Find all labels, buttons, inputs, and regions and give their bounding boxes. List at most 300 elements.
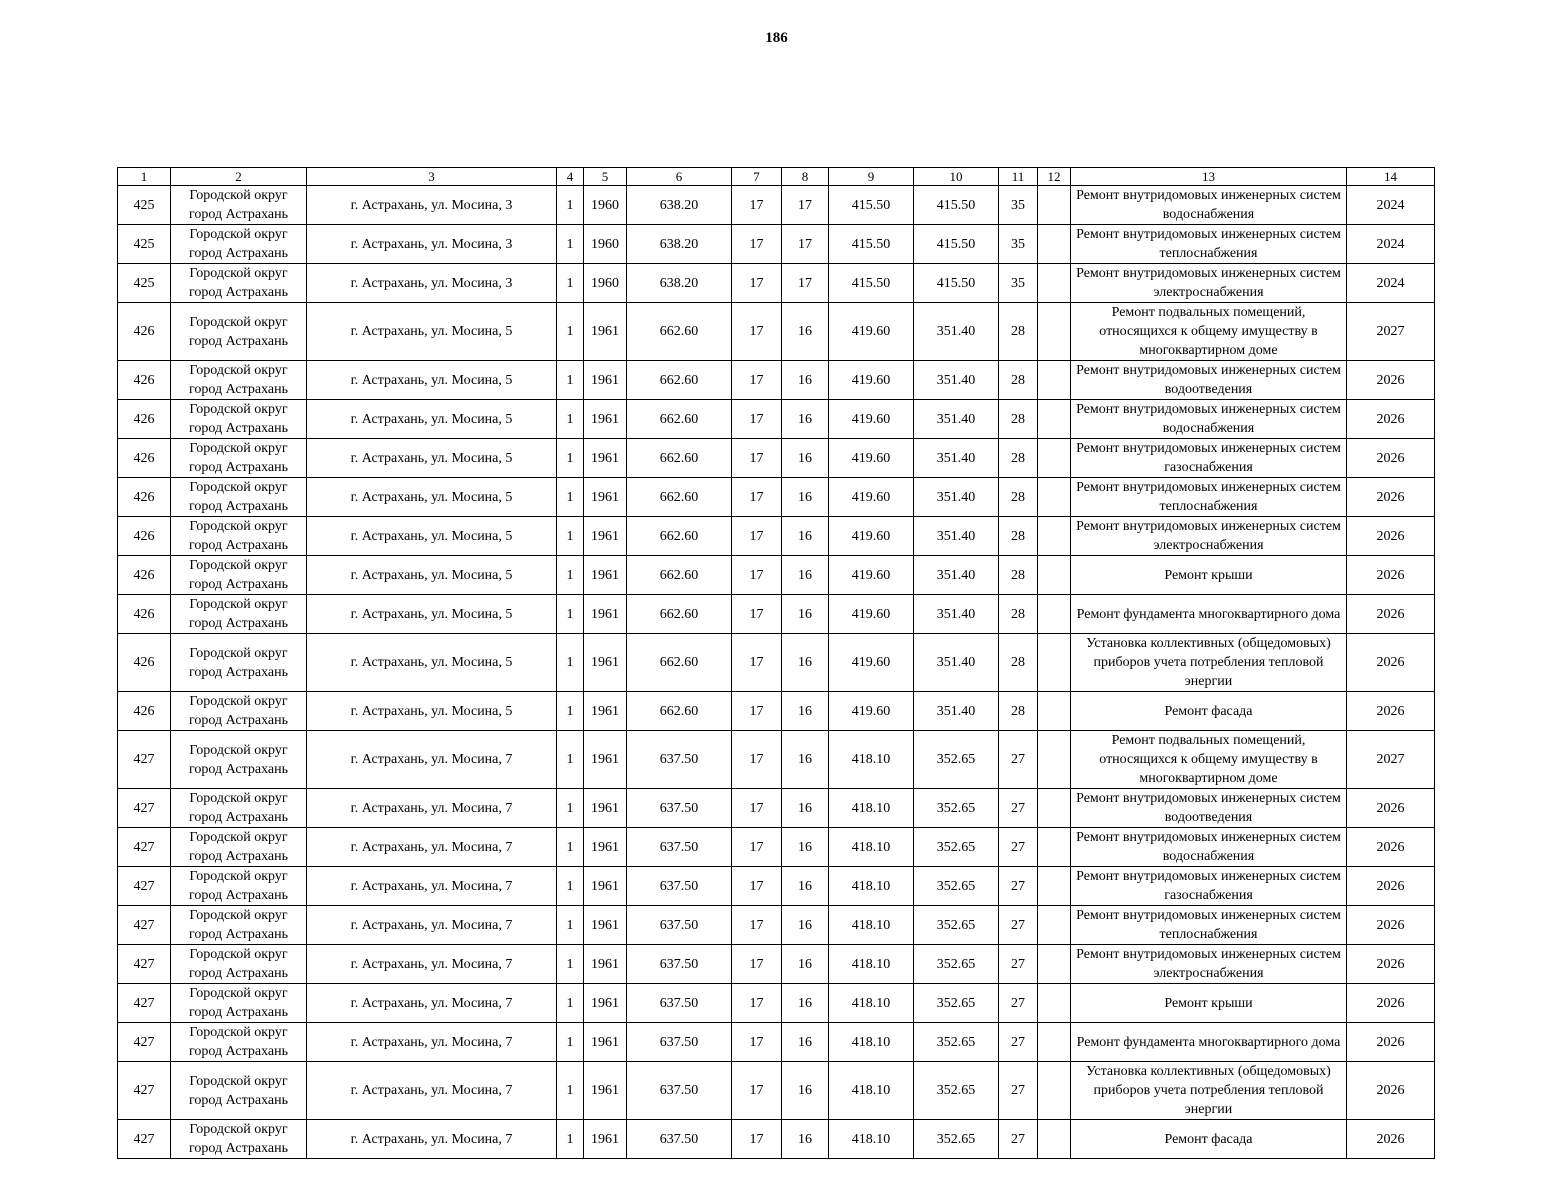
col-11-cell: 28 bbox=[999, 400, 1038, 439]
col-7-cell: 17 bbox=[732, 400, 782, 439]
table-row bbox=[118, 303, 1435, 361]
year-built-cell: 1961 bbox=[584, 1062, 627, 1120]
year-built-cell: 1961 bbox=[584, 867, 627, 906]
table-row bbox=[118, 634, 1435, 692]
municipality-cell: Городской округ город Астрахань bbox=[171, 692, 307, 731]
address-cell: г. Астрахань, ул. Мосина, 5 bbox=[307, 400, 557, 439]
col-10-cell: 351.40 bbox=[914, 634, 999, 692]
total-area-cell: 662.60 bbox=[627, 478, 732, 517]
col-9-cell: 419.60 bbox=[829, 595, 914, 634]
year-built-cell: 1960 bbox=[584, 186, 627, 225]
address-cell: г. Астрахань, ул. Мосина, 5 bbox=[307, 692, 557, 731]
column-header: 11 bbox=[999, 168, 1038, 186]
column-header: 5 bbox=[584, 168, 627, 186]
col-7-cell: 17 bbox=[732, 1120, 782, 1159]
col-10-cell: 352.65 bbox=[914, 945, 999, 984]
table-row bbox=[118, 595, 1435, 634]
row-number-cell: 426 bbox=[118, 439, 171, 478]
year-built-cell: 1961 bbox=[584, 789, 627, 828]
column-header: 1 bbox=[118, 168, 171, 186]
col-9-cell: 419.60 bbox=[829, 517, 914, 556]
col-10-cell: 352.65 bbox=[914, 828, 999, 867]
col-7-cell: 17 bbox=[732, 303, 782, 361]
col-10-cell: 415.50 bbox=[914, 186, 999, 225]
col-11-cell: 28 bbox=[999, 439, 1038, 478]
municipality-cell: Городской округ город Астрахань bbox=[171, 361, 307, 400]
planned-year-cell: 2026 bbox=[1347, 517, 1435, 556]
col-4-cell: 1 bbox=[557, 692, 584, 731]
col-10-cell: 415.50 bbox=[914, 225, 999, 264]
municipality-cell: Городской округ город Астрахань bbox=[171, 264, 307, 303]
col-8-cell: 16 bbox=[782, 789, 829, 828]
col-4-cell: 1 bbox=[557, 828, 584, 867]
work-type-cell: Установка коллективных (общедомовых) приборов учета потребления тепловой энергии bbox=[1071, 1062, 1347, 1120]
col-9-cell: 419.60 bbox=[829, 439, 914, 478]
planned-year-cell: 2026 bbox=[1347, 906, 1435, 945]
work-type-cell: Ремонт внутридомовых инженерных систем водоснабжения bbox=[1071, 400, 1347, 439]
planned-year-cell: 2027 bbox=[1347, 303, 1435, 361]
address-cell: г. Астрахань, ул. Мосина, 7 bbox=[307, 1120, 557, 1159]
col-8-cell: 16 bbox=[782, 556, 829, 595]
col-4-cell: 1 bbox=[557, 556, 584, 595]
work-type-cell: Ремонт крыши bbox=[1071, 984, 1347, 1023]
total-area-cell: 662.60 bbox=[627, 517, 732, 556]
col-7-cell: 17 bbox=[732, 1023, 782, 1062]
col-7-cell: 17 bbox=[732, 906, 782, 945]
column-header: 2 bbox=[171, 168, 307, 186]
total-area-cell: 638.20 bbox=[627, 264, 732, 303]
col-10-cell: 352.65 bbox=[914, 789, 999, 828]
col-11-cell: 28 bbox=[999, 692, 1038, 731]
col-4-cell: 1 bbox=[557, 945, 584, 984]
row-number-cell: 427 bbox=[118, 731, 171, 789]
col-12-cell bbox=[1038, 828, 1071, 867]
col-8-cell: 17 bbox=[782, 186, 829, 225]
planned-year-cell: 2026 bbox=[1347, 595, 1435, 634]
col-10-cell: 351.40 bbox=[914, 478, 999, 517]
work-type-cell: Ремонт фасада bbox=[1071, 692, 1347, 731]
table-row bbox=[118, 867, 1435, 906]
work-type-cell: Ремонт внутридомовых инженерных систем водоснабжения bbox=[1071, 828, 1347, 867]
col-11-cell: 28 bbox=[999, 634, 1038, 692]
row-number-cell: 426 bbox=[118, 478, 171, 517]
col-12-cell bbox=[1038, 789, 1071, 828]
col-9-cell: 419.60 bbox=[829, 478, 914, 517]
planned-year-cell: 2026 bbox=[1347, 478, 1435, 517]
total-area-cell: 637.50 bbox=[627, 828, 732, 867]
year-built-cell: 1961 bbox=[584, 1023, 627, 1062]
col-12-cell bbox=[1038, 634, 1071, 692]
table-row bbox=[118, 945, 1435, 984]
col-11-cell: 27 bbox=[999, 906, 1038, 945]
col-11-cell: 27 bbox=[999, 1062, 1038, 1120]
col-7-cell: 17 bbox=[732, 1062, 782, 1120]
table-body bbox=[118, 186, 1435, 1159]
work-type-cell: Ремонт внутридомовых инженерных систем теплоснабжения bbox=[1071, 478, 1347, 517]
row-number-cell: 427 bbox=[118, 1062, 171, 1120]
municipality-cell: Городской округ город Астрахань bbox=[171, 478, 307, 517]
planned-year-cell: 2026 bbox=[1347, 400, 1435, 439]
planned-year-cell: 2026 bbox=[1347, 945, 1435, 984]
row-number-cell: 425 bbox=[118, 186, 171, 225]
table-row bbox=[118, 186, 1435, 225]
col-8-cell: 16 bbox=[782, 1062, 829, 1120]
col-7-cell: 17 bbox=[732, 225, 782, 264]
col-8-cell: 16 bbox=[782, 400, 829, 439]
col-12-cell bbox=[1038, 1062, 1071, 1120]
col-4-cell: 1 bbox=[557, 264, 584, 303]
col-12-cell bbox=[1038, 984, 1071, 1023]
address-cell: г. Астрахань, ул. Мосина, 7 bbox=[307, 1062, 557, 1120]
municipality-cell: Городской округ город Астрахань bbox=[171, 906, 307, 945]
col-9-cell: 418.10 bbox=[829, 731, 914, 789]
work-type-cell: Ремонт внутридомовых инженерных систем теплоснабжения bbox=[1071, 225, 1347, 264]
planned-year-cell: 2027 bbox=[1347, 731, 1435, 789]
col-8-cell: 16 bbox=[782, 906, 829, 945]
col-4-cell: 1 bbox=[557, 186, 584, 225]
col-12-cell bbox=[1038, 264, 1071, 303]
column-header: 4 bbox=[557, 168, 584, 186]
col-10-cell: 351.40 bbox=[914, 439, 999, 478]
total-area-cell: 662.60 bbox=[627, 556, 732, 595]
col-10-cell: 351.40 bbox=[914, 303, 999, 361]
col-9-cell: 418.10 bbox=[829, 828, 914, 867]
row-number-cell: 427 bbox=[118, 867, 171, 906]
row-number-cell: 427 bbox=[118, 1023, 171, 1062]
table-row bbox=[118, 225, 1435, 264]
col-10-cell: 415.50 bbox=[914, 264, 999, 303]
col-4-cell: 1 bbox=[557, 1023, 584, 1062]
address-cell: г. Астрахань, ул. Мосина, 7 bbox=[307, 945, 557, 984]
col-4-cell: 1 bbox=[557, 634, 584, 692]
col-8-cell: 16 bbox=[782, 692, 829, 731]
planned-year-cell: 2024 bbox=[1347, 225, 1435, 264]
col-11-cell: 27 bbox=[999, 731, 1038, 789]
table-row bbox=[118, 556, 1435, 595]
col-12-cell bbox=[1038, 595, 1071, 634]
table-row bbox=[118, 264, 1435, 303]
municipality-cell: Городской округ город Астрахань bbox=[171, 400, 307, 439]
table-row bbox=[118, 789, 1435, 828]
col-12-cell bbox=[1038, 400, 1071, 439]
work-type-cell: Ремонт внутридомовых инженерных систем газоснабжения bbox=[1071, 439, 1347, 478]
address-cell: г. Астрахань, ул. Мосина, 5 bbox=[307, 634, 557, 692]
col-8-cell: 16 bbox=[782, 867, 829, 906]
col-10-cell: 352.65 bbox=[914, 1120, 999, 1159]
col-11-cell: 27 bbox=[999, 1120, 1038, 1159]
col-9-cell: 418.10 bbox=[829, 867, 914, 906]
col-4-cell: 1 bbox=[557, 595, 584, 634]
col-10-cell: 351.40 bbox=[914, 361, 999, 400]
col-10-cell: 351.40 bbox=[914, 400, 999, 439]
total-area-cell: 637.50 bbox=[627, 906, 732, 945]
col-12-cell bbox=[1038, 1023, 1071, 1062]
table-row bbox=[118, 1062, 1435, 1120]
row-number-cell: 427 bbox=[118, 906, 171, 945]
column-header: 12 bbox=[1038, 168, 1071, 186]
address-cell: г. Астрахань, ул. Мосина, 7 bbox=[307, 906, 557, 945]
address-cell: г. Астрахань, ул. Мосина, 7 bbox=[307, 867, 557, 906]
col-10-cell: 352.65 bbox=[914, 867, 999, 906]
col-12-cell bbox=[1038, 556, 1071, 595]
col-4-cell: 1 bbox=[557, 517, 584, 556]
col-12-cell bbox=[1038, 692, 1071, 731]
data-table bbox=[117, 167, 1435, 1159]
col-10-cell: 352.65 bbox=[914, 1062, 999, 1120]
municipality-cell: Городской округ город Астрахань bbox=[171, 731, 307, 789]
column-header: 6 bbox=[627, 168, 732, 186]
total-area-cell: 637.50 bbox=[627, 867, 732, 906]
col-9-cell: 418.10 bbox=[829, 906, 914, 945]
col-7-cell: 17 bbox=[732, 264, 782, 303]
total-area-cell: 637.50 bbox=[627, 731, 732, 789]
column-header: 10 bbox=[914, 168, 999, 186]
col-9-cell: 418.10 bbox=[829, 789, 914, 828]
municipality-cell: Городской округ город Астрахань bbox=[171, 1062, 307, 1120]
total-area-cell: 662.60 bbox=[627, 595, 732, 634]
work-type-cell: Установка коллективных (общедомовых) приборов учета потребления тепловой энергии bbox=[1071, 634, 1347, 692]
total-area-cell: 637.50 bbox=[627, 1062, 732, 1120]
col-11-cell: 27 bbox=[999, 945, 1038, 984]
col-8-cell: 16 bbox=[782, 1120, 829, 1159]
col-9-cell: 418.10 bbox=[829, 1120, 914, 1159]
municipality-cell: Городской округ город Астрахань bbox=[171, 225, 307, 264]
table-row bbox=[118, 692, 1435, 731]
year-built-cell: 1961 bbox=[584, 478, 627, 517]
municipality-cell: Городской округ город Астрахань bbox=[171, 517, 307, 556]
year-built-cell: 1961 bbox=[584, 517, 627, 556]
col-9-cell: 419.60 bbox=[829, 634, 914, 692]
col-8-cell: 17 bbox=[782, 264, 829, 303]
col-11-cell: 35 bbox=[999, 264, 1038, 303]
col-9-cell: 418.10 bbox=[829, 945, 914, 984]
col-12-cell bbox=[1038, 439, 1071, 478]
work-type-cell: Ремонт внутридомовых инженерных систем теплоснабжения bbox=[1071, 906, 1347, 945]
address-cell: г. Астрахань, ул. Мосина, 7 bbox=[307, 789, 557, 828]
col-12-cell bbox=[1038, 361, 1071, 400]
year-built-cell: 1961 bbox=[584, 303, 627, 361]
col-4-cell: 1 bbox=[557, 303, 584, 361]
col-12-cell bbox=[1038, 478, 1071, 517]
table-row bbox=[118, 439, 1435, 478]
col-12-cell bbox=[1038, 906, 1071, 945]
total-area-cell: 637.50 bbox=[627, 945, 732, 984]
col-9-cell: 418.10 bbox=[829, 1023, 914, 1062]
planned-year-cell: 2026 bbox=[1347, 361, 1435, 400]
address-cell: г. Астрахань, ул. Мосина, 7 bbox=[307, 731, 557, 789]
col-11-cell: 28 bbox=[999, 361, 1038, 400]
col-10-cell: 351.40 bbox=[914, 556, 999, 595]
col-12-cell bbox=[1038, 303, 1071, 361]
col-8-cell: 16 bbox=[782, 361, 829, 400]
col-10-cell: 352.65 bbox=[914, 731, 999, 789]
municipality-cell: Городской округ город Астрахань bbox=[171, 867, 307, 906]
col-9-cell: 419.60 bbox=[829, 400, 914, 439]
address-cell: г. Астрахань, ул. Мосина, 7 bbox=[307, 1023, 557, 1062]
col-11-cell: 28 bbox=[999, 556, 1038, 595]
col-8-cell: 16 bbox=[782, 303, 829, 361]
col-12-cell bbox=[1038, 225, 1071, 264]
row-number-cell: 427 bbox=[118, 828, 171, 867]
row-number-cell: 425 bbox=[118, 264, 171, 303]
col-10-cell: 351.40 bbox=[914, 517, 999, 556]
address-cell: г. Астрахань, ул. Мосина, 3 bbox=[307, 225, 557, 264]
column-header: 8 bbox=[782, 168, 829, 186]
col-9-cell: 419.60 bbox=[829, 692, 914, 731]
table-row bbox=[118, 1120, 1435, 1159]
planned-year-cell: 2026 bbox=[1347, 867, 1435, 906]
year-built-cell: 1961 bbox=[584, 361, 627, 400]
col-7-cell: 17 bbox=[732, 828, 782, 867]
col-4-cell: 1 bbox=[557, 439, 584, 478]
municipality-cell: Городской округ город Астрахань bbox=[171, 1120, 307, 1159]
col-7-cell: 17 bbox=[732, 789, 782, 828]
work-type-cell: Ремонт внутридомовых инженерных систем электроснабжения bbox=[1071, 264, 1347, 303]
work-type-cell: Ремонт внутридомовых инженерных систем электроснабжения bbox=[1071, 945, 1347, 984]
total-area-cell: 637.50 bbox=[627, 984, 732, 1023]
total-area-cell: 662.60 bbox=[627, 400, 732, 439]
year-built-cell: 1961 bbox=[584, 906, 627, 945]
planned-year-cell: 2026 bbox=[1347, 1120, 1435, 1159]
col-4-cell: 1 bbox=[557, 984, 584, 1023]
row-number-cell: 427 bbox=[118, 984, 171, 1023]
address-cell: г. Астрахань, ул. Мосина, 5 bbox=[307, 556, 557, 595]
total-area-cell: 662.60 bbox=[627, 439, 732, 478]
year-built-cell: 1961 bbox=[584, 634, 627, 692]
col-4-cell: 1 bbox=[557, 1120, 584, 1159]
work-type-cell: Ремонт подвальных помещений, относящихся к общему имуществу в многоквартирном доме bbox=[1071, 731, 1347, 789]
year-built-cell: 1961 bbox=[584, 731, 627, 789]
col-4-cell: 1 bbox=[557, 225, 584, 264]
total-area-cell: 637.50 bbox=[627, 1023, 732, 1062]
col-11-cell: 28 bbox=[999, 595, 1038, 634]
total-area-cell: 638.20 bbox=[627, 186, 732, 225]
row-number-cell: 426 bbox=[118, 361, 171, 400]
address-cell: г. Астрахань, ул. Мосина, 5 bbox=[307, 361, 557, 400]
col-8-cell: 16 bbox=[782, 945, 829, 984]
col-8-cell: 17 bbox=[782, 225, 829, 264]
year-built-cell: 1961 bbox=[584, 945, 627, 984]
table-row bbox=[118, 478, 1435, 517]
col-7-cell: 17 bbox=[732, 517, 782, 556]
col-11-cell: 27 bbox=[999, 867, 1038, 906]
col-7-cell: 17 bbox=[732, 361, 782, 400]
table-row bbox=[118, 984, 1435, 1023]
planned-year-cell: 2026 bbox=[1347, 984, 1435, 1023]
col-8-cell: 16 bbox=[782, 984, 829, 1023]
table-row bbox=[118, 731, 1435, 789]
col-9-cell: 418.10 bbox=[829, 1062, 914, 1120]
column-header: 9 bbox=[829, 168, 914, 186]
col-12-cell bbox=[1038, 186, 1071, 225]
col-8-cell: 16 bbox=[782, 731, 829, 789]
page-number: 186 bbox=[765, 30, 788, 46]
address-cell: г. Астрахань, ул. Мосина, 3 bbox=[307, 264, 557, 303]
col-11-cell: 28 bbox=[999, 303, 1038, 361]
col-4-cell: 1 bbox=[557, 478, 584, 517]
total-area-cell: 637.50 bbox=[627, 789, 732, 828]
total-area-cell: 662.60 bbox=[627, 361, 732, 400]
col-12-cell bbox=[1038, 945, 1071, 984]
row-number-cell: 426 bbox=[118, 556, 171, 595]
row-number-cell: 427 bbox=[118, 1120, 171, 1159]
work-type-cell: Ремонт внутридомовых инженерных систем газоснабжения bbox=[1071, 867, 1347, 906]
municipality-cell: Городской округ город Астрахань bbox=[171, 828, 307, 867]
municipality-cell: Городской округ город Астрахань bbox=[171, 984, 307, 1023]
municipality-cell: Городской округ город Астрахань bbox=[171, 595, 307, 634]
col-7-cell: 17 bbox=[732, 595, 782, 634]
row-number-cell: 426 bbox=[118, 595, 171, 634]
planned-year-cell: 2024 bbox=[1347, 186, 1435, 225]
col-10-cell: 351.40 bbox=[914, 692, 999, 731]
year-built-cell: 1961 bbox=[584, 828, 627, 867]
planned-year-cell: 2026 bbox=[1347, 1062, 1435, 1120]
year-built-cell: 1961 bbox=[584, 595, 627, 634]
municipality-cell: Городской округ город Астрахань bbox=[171, 945, 307, 984]
total-area-cell: 662.60 bbox=[627, 634, 732, 692]
column-header: 13 bbox=[1071, 168, 1347, 186]
year-built-cell: 1960 bbox=[584, 264, 627, 303]
year-built-cell: 1960 bbox=[584, 225, 627, 264]
col-4-cell: 1 bbox=[557, 731, 584, 789]
col-10-cell: 351.40 bbox=[914, 595, 999, 634]
col-7-cell: 17 bbox=[732, 692, 782, 731]
col-7-cell: 17 bbox=[732, 867, 782, 906]
municipality-cell: Городской округ город Астрахань bbox=[171, 556, 307, 595]
col-7-cell: 17 bbox=[732, 634, 782, 692]
col-8-cell: 16 bbox=[782, 828, 829, 867]
planned-year-cell: 2026 bbox=[1347, 439, 1435, 478]
col-4-cell: 1 bbox=[557, 789, 584, 828]
address-cell: г. Астрахань, ул. Мосина, 3 bbox=[307, 186, 557, 225]
address-cell: г. Астрахань, ул. Мосина, 5 bbox=[307, 517, 557, 556]
row-number-cell: 426 bbox=[118, 634, 171, 692]
col-7-cell: 17 bbox=[732, 186, 782, 225]
row-number-cell: 427 bbox=[118, 945, 171, 984]
col-7-cell: 17 bbox=[732, 945, 782, 984]
col-10-cell: 352.65 bbox=[914, 906, 999, 945]
planned-year-cell: 2026 bbox=[1347, 692, 1435, 731]
table-row bbox=[118, 400, 1435, 439]
planned-year-cell: 2026 bbox=[1347, 789, 1435, 828]
col-10-cell: 352.65 bbox=[914, 1023, 999, 1062]
col-8-cell: 16 bbox=[782, 1023, 829, 1062]
col-8-cell: 16 bbox=[782, 595, 829, 634]
column-header: 3 bbox=[307, 168, 557, 186]
planned-year-cell: 2026 bbox=[1347, 634, 1435, 692]
col-12-cell bbox=[1038, 867, 1071, 906]
col-7-cell: 17 bbox=[732, 731, 782, 789]
table-row bbox=[118, 828, 1435, 867]
row-number-cell: 426 bbox=[118, 692, 171, 731]
col-11-cell: 35 bbox=[999, 225, 1038, 264]
address-cell: г. Астрахань, ул. Мосина, 7 bbox=[307, 984, 557, 1023]
address-cell: г. Астрахань, ул. Мосина, 5 bbox=[307, 439, 557, 478]
col-11-cell: 28 bbox=[999, 517, 1038, 556]
table-row bbox=[118, 1023, 1435, 1062]
address-cell: г. Астрахань, ул. Мосина, 5 bbox=[307, 478, 557, 517]
total-area-cell: 637.50 bbox=[627, 1120, 732, 1159]
col-11-cell: 28 bbox=[999, 478, 1038, 517]
year-built-cell: 1961 bbox=[584, 692, 627, 731]
col-7-cell: 17 bbox=[732, 984, 782, 1023]
row-number-cell: 426 bbox=[118, 400, 171, 439]
table-row bbox=[118, 361, 1435, 400]
col-8-cell: 16 bbox=[782, 478, 829, 517]
year-built-cell: 1961 bbox=[584, 984, 627, 1023]
row-number-cell: 426 bbox=[118, 517, 171, 556]
col-4-cell: 1 bbox=[557, 867, 584, 906]
